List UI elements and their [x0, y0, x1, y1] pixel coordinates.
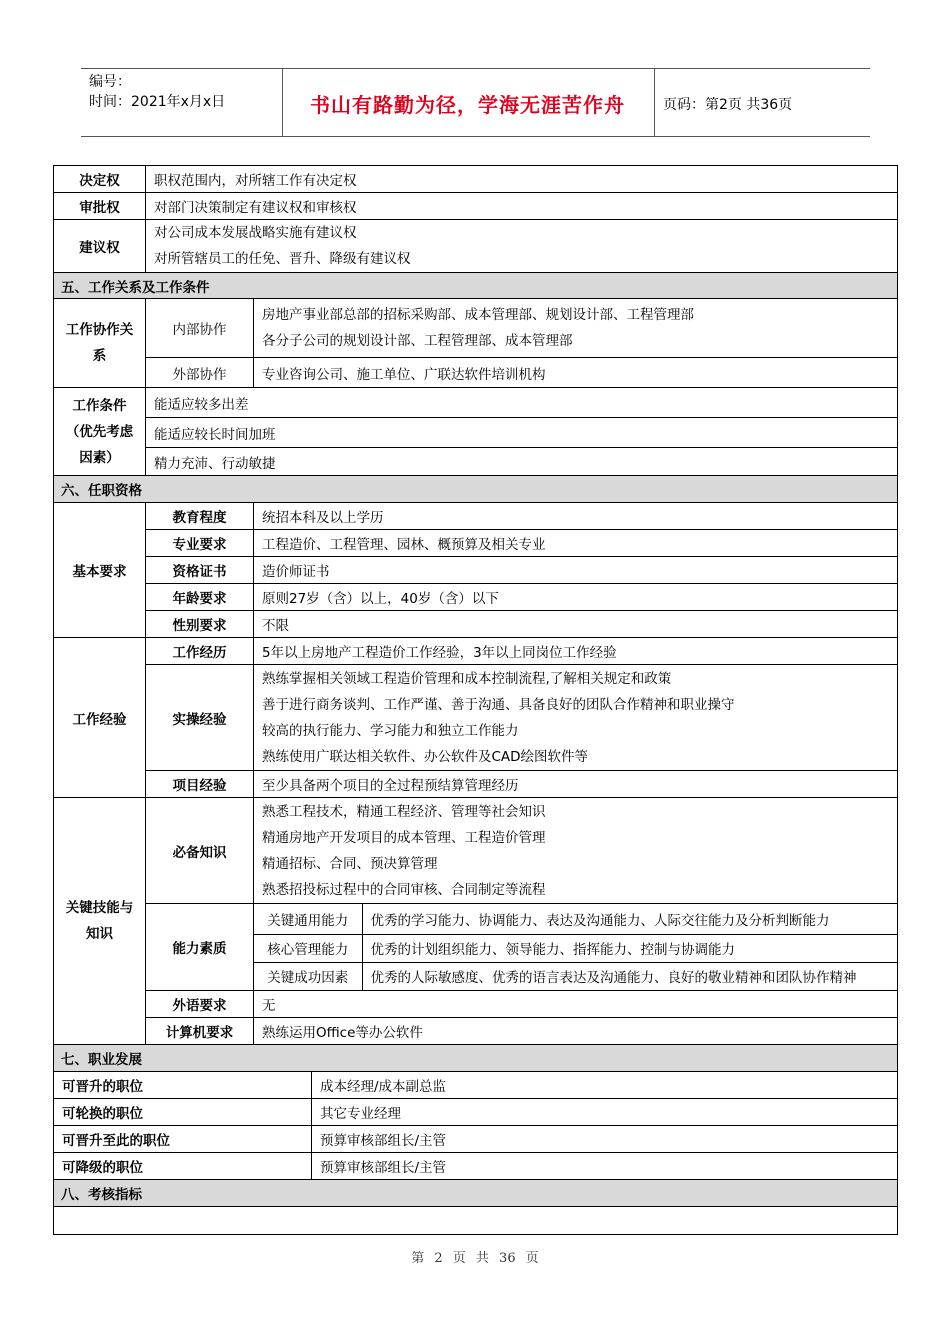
knowledge-text [254, 798, 898, 904]
authority-row [54, 220, 898, 273]
internal-collab-line: 房地产事业部总部的招标采购部、成本管理部、规划设计部、工程管理部 [262, 307, 694, 323]
header-motto: 书山有路勤为径，学海无涯苦作舟 [310, 93, 625, 117]
external-collab-text: 专业咨询公司、施工单位、广联达软件培训机构 [254, 358, 898, 388]
section-header [54, 1045, 898, 1072]
authority-line: 对所管辖员工的任免、晋升、降级有建议权 [154, 251, 411, 267]
external-collab-label: 外部协作 [146, 358, 254, 388]
authority-label: 审批权 [54, 193, 146, 220]
skills-label: 关键技能与知识 [54, 798, 146, 1045]
career-value: 其它专业经理 [312, 1099, 898, 1126]
career-value: 成本经理/成本副总监 [312, 1072, 898, 1099]
ability-item [254, 904, 897, 934]
section-header [54, 1180, 898, 1207]
career-value: 预算审核部组长/主管 [312, 1126, 898, 1153]
computer-row [54, 1018, 898, 1045]
knowledge-line: 精通房地产开发项目的成本管理、工程造价管理 [262, 829, 546, 846]
internal-collab-row [54, 299, 898, 358]
ability-item-value: 优秀的人际敏感度、优秀的语言表达及沟通能力、良好的敬业精神和团队协作精神 [362, 962, 897, 990]
header-time: 时间：2021年x月x日 [89, 94, 226, 110]
authority-line: 对公司成本发展战略实施有建议权 [154, 225, 357, 241]
kpi-empty-row [54, 1207, 898, 1235]
section-title: 六、任职资格 [54, 476, 898, 503]
work-exp-label: 工作经历 [146, 638, 254, 665]
basic-req-row [54, 557, 898, 584]
career-row [54, 1072, 898, 1099]
project-value: 至少具备两个项目的全过程预结算管理经历 [254, 771, 898, 798]
ability-item-label: 关键成功因素 [254, 962, 362, 990]
career-label: 可晋升的职位 [54, 1072, 312, 1099]
kpi-empty-cell [54, 1207, 898, 1235]
header-page-info: 页码：第2页 共36页 [663, 96, 793, 113]
condition-text: 能适应较长时间加班 [146, 418, 898, 448]
req-label: 年龄要求 [146, 584, 254, 611]
basic-req-row [54, 611, 898, 638]
internal-collab-label: 内部协作 [146, 299, 254, 358]
work-exp-value: 5年以上房地产工程造价工作经验，3年以上同岗位工作经验 [254, 638, 898, 665]
authority-label: 决定权 [54, 166, 146, 193]
section-title: 五、工作关系及工作条件 [54, 273, 898, 299]
req-label: 教育程度 [146, 503, 254, 530]
authority-text: 职权范围内，对所辖工作有决定权 [146, 166, 898, 193]
basic-req-row [54, 530, 898, 557]
ability-item-label: 核心管理能力 [254, 934, 362, 962]
ability-table [254, 904, 897, 990]
condition-row [54, 418, 898, 448]
career-label: 可降级的职位 [54, 1153, 312, 1180]
external-collab-row [54, 358, 898, 388]
authority-row [54, 193, 898, 220]
language-value: 无 [254, 991, 898, 1018]
req-value: 工程造价、工程管理、园林、概预算及相关专业 [254, 530, 898, 557]
experience-row [54, 638, 898, 665]
req-value: 不限 [254, 611, 898, 638]
internal-collab-text [254, 299, 898, 358]
req-label: 性别要求 [146, 611, 254, 638]
project-label: 项目经验 [146, 771, 254, 798]
ability-item [254, 962, 897, 990]
condition-row [54, 388, 898, 418]
practice-line: 较高的执行能力、学习能力和独立工作能力 [262, 722, 519, 739]
career-row [54, 1153, 898, 1180]
language-label: 外语要求 [146, 991, 254, 1018]
job-description-table [53, 165, 898, 1235]
career-value: 预算审核部组长/主管 [312, 1153, 898, 1180]
basic-req-label: 基本要求 [54, 503, 146, 638]
req-label: 专业要求 [146, 530, 254, 557]
ability-item-value: 优秀的学习能力、协调能力、表达及沟通能力、人际交往能力及分析判断能力 [362, 904, 897, 934]
ability-cell [254, 904, 898, 991]
req-value: 造价师证书 [254, 557, 898, 584]
condition-text: 精力充沛、行动敏捷 [146, 448, 898, 476]
practice-row [54, 665, 898, 771]
career-label: 可轮换的职位 [54, 1099, 312, 1126]
header-number: 编号： [89, 74, 131, 90]
practice-line: 熟练使用广联达相关软件、办公软件及CAD绘图软件等 [262, 748, 589, 765]
ability-label: 能力素质 [146, 904, 254, 991]
ability-item-value: 优秀的计划组织能力、领导能力、指挥能力、控制与协调能力 [362, 934, 897, 962]
header-meta [89, 72, 225, 112]
section-title: 七、职业发展 [54, 1045, 898, 1072]
req-label: 资格证书 [146, 557, 254, 584]
practice-label: 实操经验 [146, 665, 254, 771]
ability-row [54, 904, 898, 991]
career-row [54, 1126, 898, 1153]
authority-text: 对部门决策制定有建议权和审核权 [146, 193, 898, 220]
practice-line: 熟练掌握相关领域工程造价管理和成本控制流程,了解相关规定和政策 [262, 670, 672, 687]
page-header [81, 68, 870, 137]
knowledge-line: 熟悉招投标过程中的合同审核、合同制定等流程 [262, 881, 546, 898]
condition-row [54, 448, 898, 476]
page-footer: 第 2 页 共 36 页 [411, 1251, 539, 1266]
basic-req-row [54, 584, 898, 611]
ability-item [254, 934, 897, 962]
knowledge-line: 精通招标、合同、预决算管理 [262, 855, 438, 872]
conditions-label: 工作条件（优先考虑因素） [54, 388, 146, 476]
header-divider [654, 69, 655, 136]
project-row [54, 771, 898, 798]
practice-text [254, 665, 898, 771]
knowledge-label: 必备知识 [146, 798, 254, 904]
language-row [54, 991, 898, 1018]
ability-item-label: 关键通用能力 [254, 904, 362, 934]
basic-req-row [54, 503, 898, 530]
career-label: 可晋升至此的职位 [54, 1126, 312, 1153]
authority-text [146, 220, 898, 273]
internal-collab-line: 各分子公司的规划设计部、工程管理部、成本管理部 [262, 333, 573, 349]
knowledge-row [54, 798, 898, 904]
section-title: 八、考核指标 [54, 1180, 898, 1207]
authority-row [54, 166, 898, 193]
req-value: 原则27岁（含）以上，40岁（含）以下 [254, 584, 898, 611]
req-value: 统招本科及以上学历 [254, 503, 898, 530]
practice-line: 善于进行商务谈判、工作严谨、善于沟通、具备良好的团队合作精神和职业操守 [262, 696, 735, 713]
career-row [54, 1099, 898, 1126]
section-header [54, 476, 898, 503]
experience-label: 工作经验 [54, 638, 146, 798]
computer-label: 计算机要求 [146, 1018, 254, 1045]
computer-value: 熟练运用Office等办公软件 [254, 1018, 898, 1045]
authority-label: 建议权 [54, 220, 146, 273]
section-header [54, 273, 898, 299]
condition-text: 能适应较多出差 [146, 388, 898, 418]
knowledge-line: 熟悉工程技术，精通工程经济、管理等社会知识 [262, 803, 546, 820]
collab-label: 工作协作关系 [54, 299, 146, 388]
